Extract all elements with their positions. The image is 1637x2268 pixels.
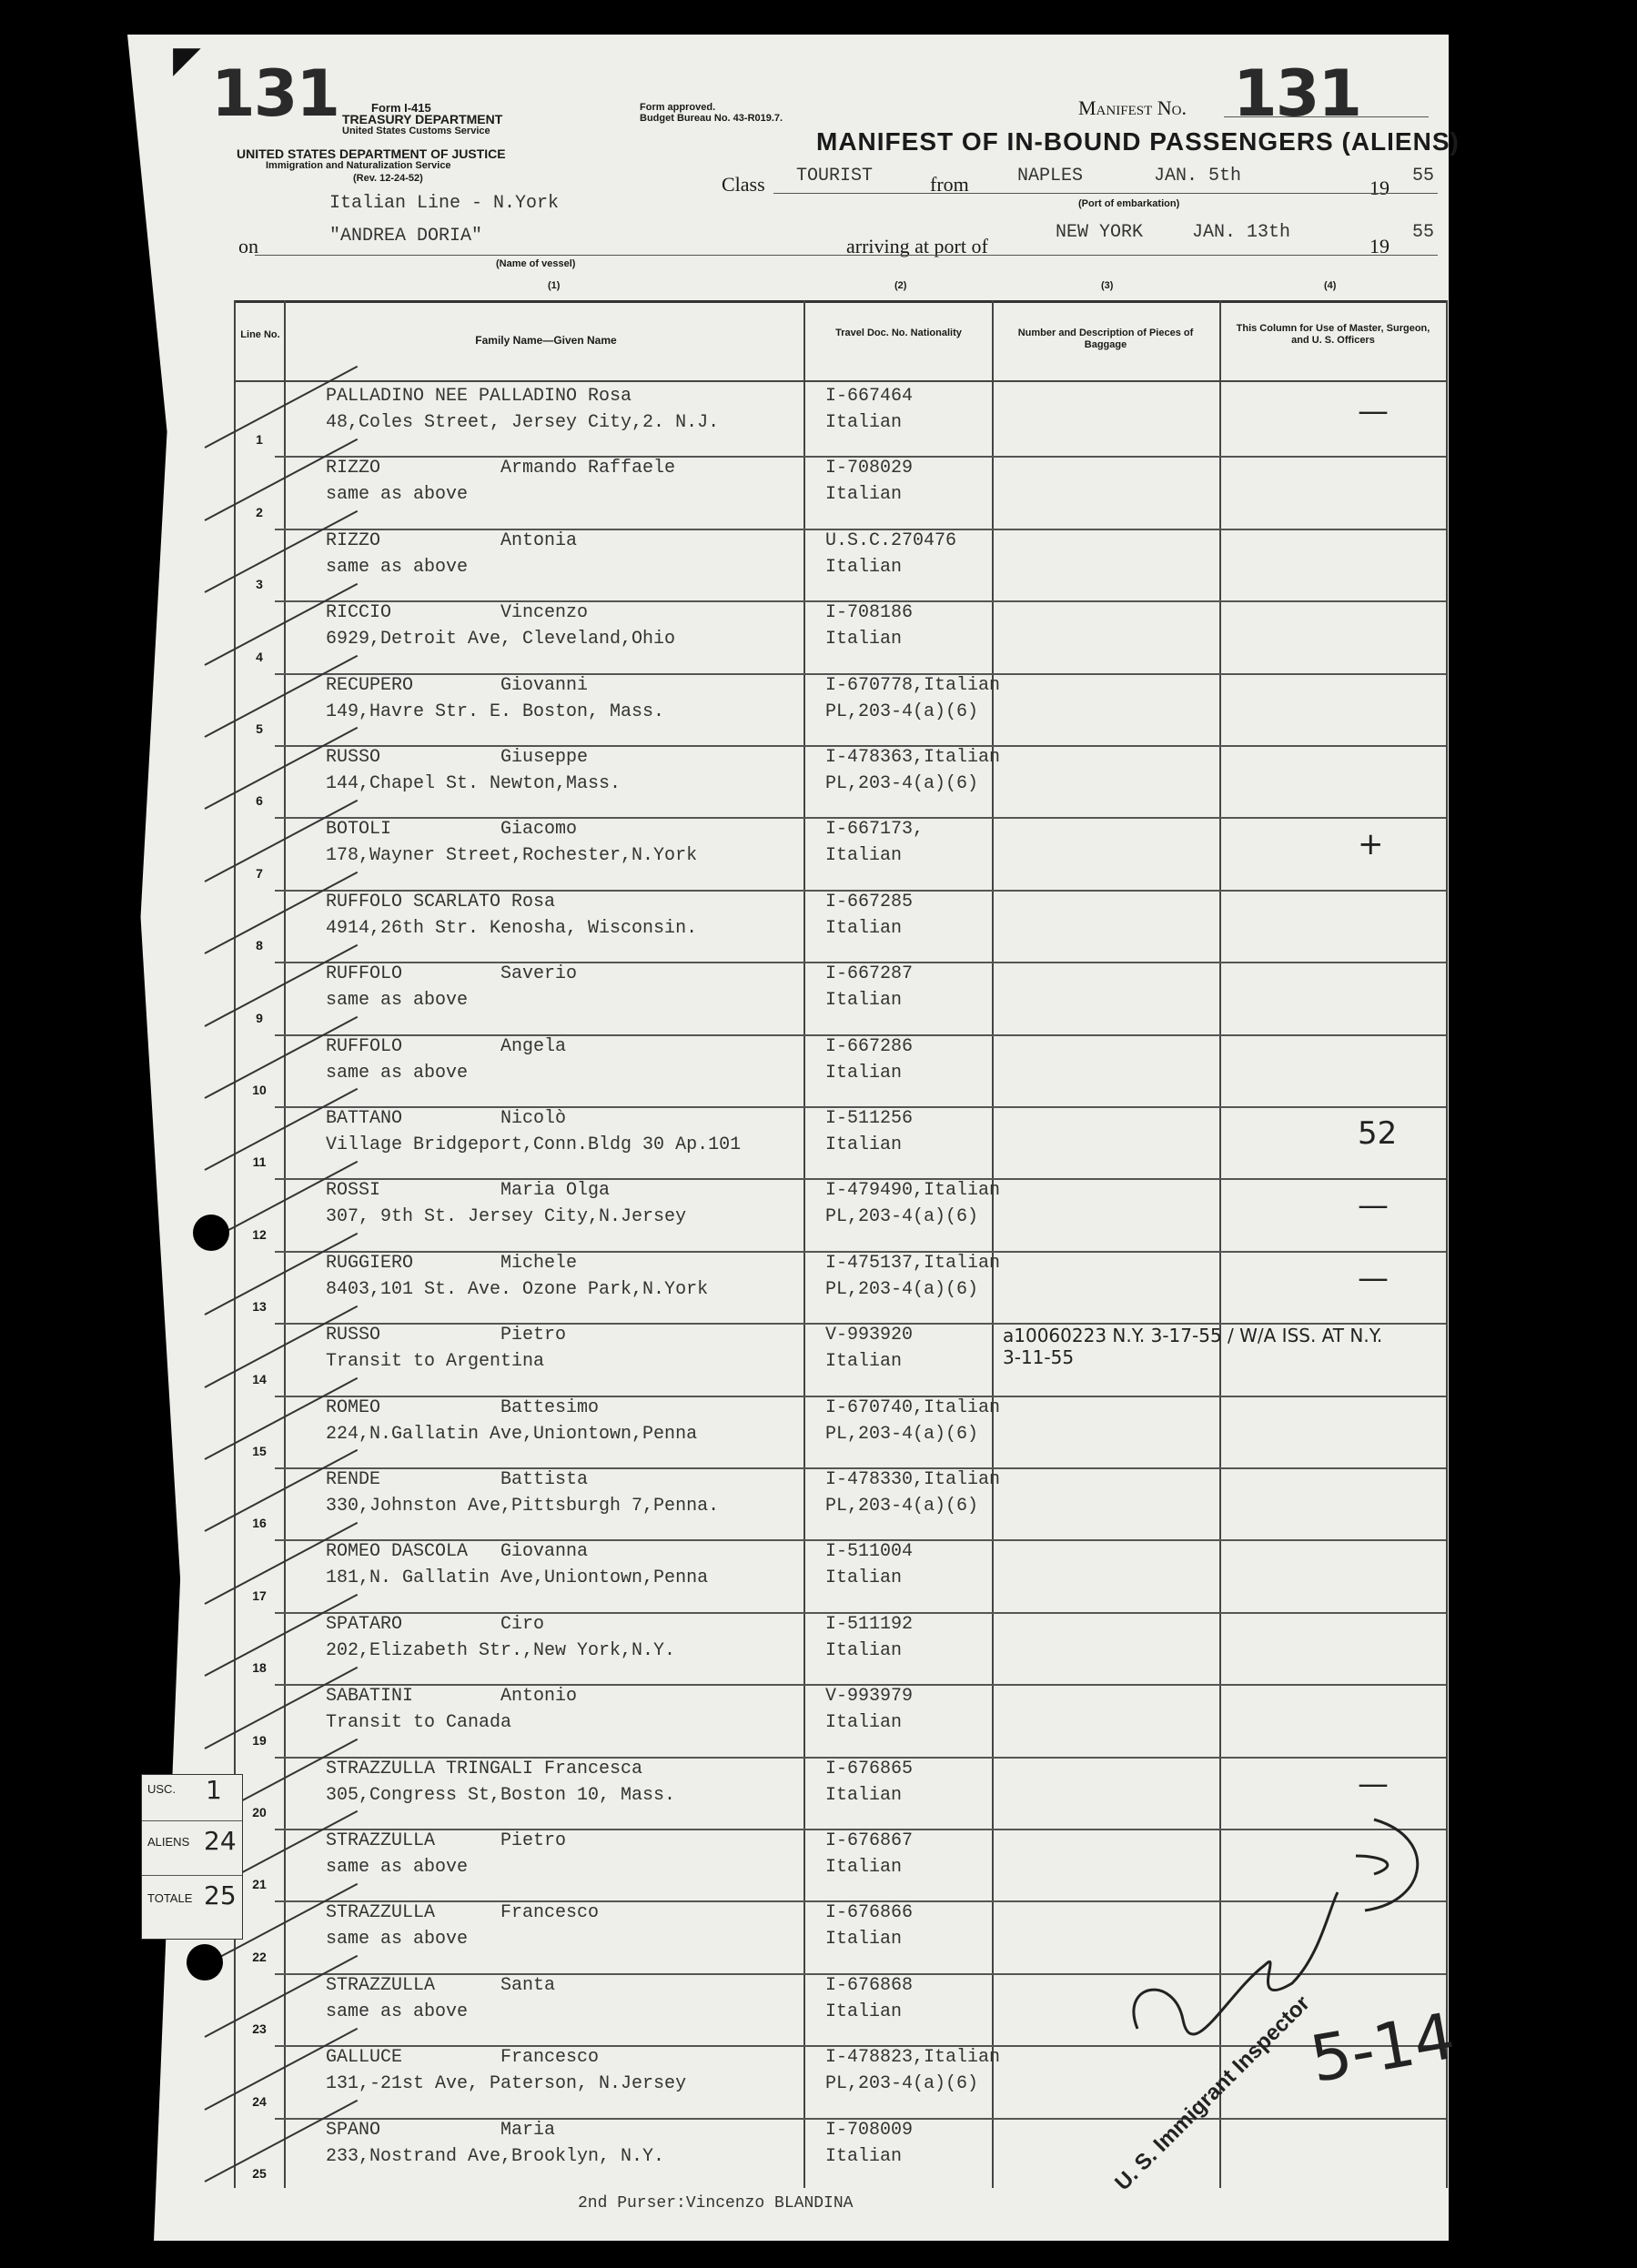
customs-service: United States Customs Service bbox=[342, 126, 490, 136]
passenger-address: 8403,101 St. Ave. Ozone Park,N.York bbox=[326, 1278, 709, 1300]
col-baggage: Number and Description of Pieces of Baggage bbox=[1017, 328, 1194, 350]
line-number: 20 bbox=[252, 1804, 267, 1819]
manifest-no-label: Manifest No. bbox=[1078, 96, 1187, 119]
line-number: 5 bbox=[256, 721, 263, 736]
passenger-address: 202,Elizabeth Str.,New York,N.Y. bbox=[326, 1639, 676, 1661]
nationality: Italian bbox=[825, 1929, 903, 1950]
passenger-name: RICCIO Vincenzo bbox=[326, 602, 589, 624]
passenger-address: 233,Nostrand Ave,Brooklyn, N.Y. bbox=[326, 2145, 665, 2167]
year-prefix-2: 19 bbox=[1369, 235, 1389, 257]
nationality: PL,203-4(a)(6) bbox=[825, 2073, 979, 2095]
line-number: 21 bbox=[252, 1877, 267, 1892]
travel-doc-number: I-667464 bbox=[825, 386, 914, 407]
passenger-name: BATTANO Nicolò bbox=[326, 1108, 567, 1129]
row-divider bbox=[275, 600, 1446, 602]
justice-dept: UNITED STATES DEPARTMENT OF JUSTICE bbox=[237, 146, 506, 161]
passenger-name: RUFFOLO SCARLATO Rosa bbox=[326, 891, 556, 912]
table-row bbox=[252, 1684, 1446, 1756]
passenger-address: Village Bridgeport,Conn.Bldg 30 Ap.101 bbox=[326, 1134, 742, 1155]
passenger-name: ROMEO Battesimo bbox=[326, 1396, 600, 1418]
table-row bbox=[256, 962, 1446, 1033]
col-officers: This Column for Use of Master, Surgeon, and U. S. Officers bbox=[1236, 323, 1430, 346]
passenger-name: SPATARO Ciro bbox=[326, 1613, 545, 1635]
passenger-name: SABATINI Antonio bbox=[326, 1686, 578, 1708]
line-number: 15 bbox=[252, 1443, 267, 1458]
table-row bbox=[256, 456, 1446, 528]
passenger-name: STRAZZULLA Pietro bbox=[326, 1830, 567, 1851]
nationality: Italian bbox=[825, 1062, 903, 1084]
passenger-name: RUFFOLO Angela bbox=[326, 1035, 567, 1057]
passenger-name: SPANO Maria bbox=[326, 2119, 556, 2141]
inspector-stamp: U. S. Immigrant Inspector bbox=[1110, 1991, 1315, 2196]
arriving-label: arriving at port of bbox=[846, 235, 988, 257]
passenger-address: same as above bbox=[326, 990, 469, 1012]
row-divider bbox=[275, 456, 1446, 458]
line-number: 16 bbox=[252, 1516, 267, 1531]
row-divider bbox=[275, 817, 1446, 819]
line-number: 9 bbox=[256, 1010, 263, 1025]
vessel-name-label: (Name of vessel) bbox=[496, 258, 576, 269]
line-number: 18 bbox=[252, 1660, 267, 1676]
passenger-address: same as above bbox=[326, 1857, 469, 1878]
line-number: 3 bbox=[256, 577, 263, 592]
row-divider bbox=[275, 890, 1446, 892]
manifest-number: 131 bbox=[1233, 56, 1361, 131]
travel-doc-number: I-667173, bbox=[825, 819, 925, 841]
col-doc: Travel Doc. No. Nationality bbox=[835, 328, 962, 338]
nationality: Italian bbox=[825, 917, 903, 939]
row-divider bbox=[275, 962, 1446, 963]
table-row bbox=[252, 1034, 1446, 1106]
row-divider bbox=[275, 745, 1446, 747]
table-row bbox=[252, 1467, 1446, 1539]
nationality: PL,203-4(a)(6) bbox=[825, 1278, 979, 1300]
on-label: on bbox=[238, 235, 258, 257]
line-number: 13 bbox=[252, 1299, 267, 1315]
row-divider bbox=[275, 1251, 1446, 1253]
table-row bbox=[256, 745, 1446, 817]
passenger-name: RUFFOLO Saverio bbox=[326, 963, 578, 985]
line-number: 1 bbox=[256, 432, 263, 448]
embark-port-label: (Port of embarkation) bbox=[1078, 198, 1180, 209]
line-number: 11 bbox=[252, 1154, 267, 1170]
row-divider bbox=[275, 1757, 1446, 1759]
travel-doc-number: I-708029 bbox=[825, 458, 914, 479]
line-number: 19 bbox=[252, 1732, 267, 1748]
row-divider bbox=[275, 1684, 1446, 1686]
passenger-name: BOTOLI Giacomo bbox=[326, 819, 578, 841]
table-row bbox=[256, 673, 1446, 745]
officer-note: 52 bbox=[1358, 1115, 1398, 1152]
col-name: Family Name—Given Name bbox=[475, 334, 617, 347]
passenger-address: same as above bbox=[326, 2001, 469, 2022]
passenger-name: PALLADINO NEE PALLADINO Rosa bbox=[326, 386, 632, 407]
passenger-address: 131,-21st Ave, Paterson, N.Jersey bbox=[326, 2073, 687, 2095]
passenger-name: ROMEO DASCOLA Giovanna bbox=[326, 1541, 589, 1563]
row-divider bbox=[275, 1539, 1446, 1541]
passenger-address: 149,Havre Str. E. Boston, Mass. bbox=[326, 701, 665, 722]
table-row bbox=[256, 384, 1446, 456]
embark-port: NAPLES bbox=[1017, 166, 1084, 186]
row-divider bbox=[275, 1612, 1446, 1614]
passenger-name: RUSSO Giuseppe bbox=[326, 747, 589, 768]
passenger-address: 4914,26th Str. Kenosha, Wisconsin. bbox=[326, 917, 698, 939]
officer-note: — bbox=[1358, 1765, 1389, 1802]
travel-doc-number: I-475137,Italian bbox=[825, 1252, 1001, 1274]
col-num-2: (2) bbox=[894, 280, 907, 291]
row-divider bbox=[275, 1178, 1446, 1180]
nationality: Italian bbox=[825, 1567, 903, 1589]
passenger-address: same as above bbox=[326, 1929, 469, 1950]
nationality: Italian bbox=[825, 484, 903, 506]
passenger-address: Transit to Canada bbox=[326, 1712, 512, 1734]
nationality: Italian bbox=[825, 629, 903, 650]
line-number: 6 bbox=[256, 793, 263, 809]
manifest-title: MANIFEST OF IN-BOUND PASSENGERS (ALIENS) bbox=[816, 127, 1460, 156]
nationality: Italian bbox=[825, 845, 903, 867]
officer-note: — bbox=[1358, 393, 1389, 429]
embark-year: 55 bbox=[1412, 166, 1435, 186]
nationality: Italian bbox=[825, 990, 903, 1012]
class-value: TOURIST bbox=[796, 166, 874, 186]
col-line-no: Line No. bbox=[240, 329, 280, 340]
row-divider bbox=[275, 1106, 1446, 1108]
officer-note: a10060223 N.Y. 3-17-55 / W/A ISS. AT N.Y. 3-11-55 bbox=[1003, 1325, 1383, 1369]
table-row bbox=[252, 1106, 1446, 1178]
nationality: Italian bbox=[825, 1712, 903, 1734]
aliens-count: 24 bbox=[204, 1826, 237, 1856]
arrival-date: JAN. 13th bbox=[1192, 222, 1291, 243]
passenger-name: STRAZZULLA TRINGALI Francesca bbox=[326, 1758, 643, 1779]
passenger-address: same as above bbox=[326, 484, 469, 506]
ins-label: Immigration and Naturalization Service bbox=[266, 160, 451, 171]
arrival-year: 55 bbox=[1412, 222, 1435, 243]
line-number: 24 bbox=[252, 2093, 267, 2109]
passenger-address: 48,Coles Street, Jersey City,2. N.J. bbox=[326, 412, 720, 433]
travel-doc-number: I-670740,Italian bbox=[825, 1396, 1001, 1418]
passenger-address: 307, 9th St. Jersey City,N.Jersey bbox=[326, 1206, 687, 1228]
passenger-name: RIZZO Armando Raffaele bbox=[326, 458, 676, 479]
travel-doc-number: I-676866 bbox=[825, 1902, 914, 1924]
from-label: from bbox=[930, 173, 969, 196]
passenger-name: STRAZZULLA Santa bbox=[326, 1974, 556, 1996]
punch-hole bbox=[187, 1944, 223, 1981]
table-row bbox=[252, 1396, 1446, 1467]
line-number: 8 bbox=[256, 938, 263, 953]
passenger-name: ROSSI Maria Olga bbox=[326, 1180, 611, 1202]
travel-doc-number: I-478823,Italian bbox=[825, 2047, 1001, 2069]
revision-date: (Rev. 12-24-52) bbox=[353, 173, 423, 184]
travel-doc-number: I-667287 bbox=[825, 963, 914, 985]
travel-doc-number: V-993979 bbox=[825, 1686, 914, 1708]
row-divider bbox=[275, 1467, 1446, 1469]
nationality: Italian bbox=[825, 1639, 903, 1661]
officer-note: + bbox=[1358, 826, 1384, 863]
passenger-name: RENDE Battista bbox=[326, 1469, 589, 1490]
travel-doc-number: V-993920 bbox=[825, 1325, 914, 1346]
passenger-address: same as above bbox=[326, 556, 469, 578]
nationality: Italian bbox=[825, 2145, 903, 2167]
form-approved: Form approved. bbox=[640, 102, 716, 113]
line-number: 22 bbox=[252, 1949, 267, 1964]
line-number: 23 bbox=[252, 2021, 267, 2037]
handwritten-date: 5-14 bbox=[1305, 1998, 1460, 2098]
row-divider bbox=[275, 1323, 1446, 1325]
year-prefix: 19 bbox=[1369, 176, 1389, 199]
row-divider bbox=[275, 673, 1446, 675]
budget-bureau: Budget Bureau No. 43-R019.7. bbox=[640, 113, 783, 124]
embark-date: JAN. 5th bbox=[1154, 166, 1242, 186]
form-number: Form I-415 bbox=[371, 101, 431, 115]
passenger-name: RECUPERO Giovanni bbox=[326, 674, 589, 696]
passenger-address: same as above bbox=[326, 1062, 469, 1084]
corner-mark-icon: ◤ bbox=[173, 39, 201, 80]
nationality: PL,203-4(a)(6) bbox=[825, 701, 979, 722]
passenger-address: 6929,Detroit Ave, Cleveland,Ohio bbox=[326, 629, 676, 650]
usc-count: 1 bbox=[206, 1775, 222, 1805]
nationality: Italian bbox=[825, 1857, 903, 1878]
punch-hole bbox=[193, 1215, 229, 1251]
line-number: 25 bbox=[252, 2165, 267, 2181]
nationality: Italian bbox=[825, 1134, 903, 1155]
officer-note: — bbox=[1358, 1187, 1389, 1225]
line-number: 4 bbox=[256, 649, 263, 664]
nationality: Italian bbox=[825, 2001, 903, 2022]
row-divider bbox=[275, 1034, 1446, 1036]
row-divider bbox=[275, 529, 1446, 530]
row-divider bbox=[275, 2118, 1446, 2120]
vessel-name: "ANDREA DORIA" bbox=[329, 226, 483, 247]
passenger-name: RIZZO Antonia bbox=[326, 529, 578, 551]
passenger-name: RUGGIERO Michele bbox=[326, 1252, 578, 1274]
nationality: PL,203-4(a)(6) bbox=[825, 1423, 979, 1445]
col-num-4: (4) bbox=[1324, 280, 1337, 291]
passenger-name: STRAZZULLA Francesco bbox=[326, 1902, 600, 1924]
class-label: Class bbox=[722, 173, 765, 196]
line-number: 12 bbox=[252, 1226, 267, 1242]
col-num-1: (1) bbox=[548, 280, 561, 291]
tally-box: USC. 1 ALIENS 24 TOTALE 25 bbox=[141, 1774, 243, 1940]
table-row bbox=[256, 600, 1446, 672]
travel-doc-number: I-676868 bbox=[825, 1974, 914, 1996]
table-row bbox=[252, 1251, 1446, 1323]
officer-note: — bbox=[1358, 1259, 1389, 1296]
travel-doc-number: I-667285 bbox=[825, 891, 914, 912]
passenger-address: 305,Congress St,Boston 10, Mass. bbox=[326, 1784, 676, 1806]
line-number: 10 bbox=[252, 1082, 267, 1097]
travel-doc-number: I-676865 bbox=[825, 1758, 914, 1779]
travel-doc-number: I-511192 bbox=[825, 1613, 914, 1635]
line-number: 2 bbox=[256, 504, 263, 519]
shipping-line: Italian Line - N.York bbox=[329, 193, 560, 214]
passenger-address: 178,Wayner Street,Rochester,N.York bbox=[326, 845, 698, 867]
nationality: Italian bbox=[825, 1351, 903, 1373]
travel-doc-number: I-670778,Italian bbox=[825, 674, 1001, 696]
table-row bbox=[252, 1612, 1446, 1684]
table-row bbox=[252, 2118, 1446, 2190]
table-row bbox=[256, 529, 1446, 600]
nationality: PL,203-4(a)(6) bbox=[825, 773, 979, 794]
purser-signature-line: 2nd Purser:Vincenzo BLANDINA bbox=[578, 2194, 854, 2213]
travel-doc-number: I-511256 bbox=[825, 1108, 914, 1129]
treasury-dept: TREASURY DEPARTMENT bbox=[342, 112, 503, 126]
travel-doc-number: I-708186 bbox=[825, 602, 914, 624]
table-row bbox=[256, 890, 1446, 962]
nationality: Italian bbox=[825, 412, 903, 433]
passenger-address: 224,N.Gallatin Ave,Uniontown,Penna bbox=[326, 1423, 698, 1445]
passenger-address: 144,Chapel St. Newton,Mass. bbox=[326, 773, 621, 794]
travel-doc-number: I-511004 bbox=[825, 1541, 914, 1563]
table-row bbox=[256, 817, 1446, 889]
travel-doc-number: U.S.C.270476 bbox=[825, 529, 957, 551]
total-count: 25 bbox=[204, 1880, 237, 1910]
passenger-address: Transit to Argentina bbox=[326, 1351, 545, 1373]
passenger-name: RUSSO Pietro bbox=[326, 1325, 567, 1346]
table-row bbox=[252, 1323, 1446, 1395]
travel-doc-number: I-708009 bbox=[825, 2119, 914, 2141]
line-number: 14 bbox=[252, 1371, 267, 1386]
nationality: PL,203-4(a)(6) bbox=[825, 1496, 979, 1517]
arrival-port: NEW YORK bbox=[1056, 222, 1144, 243]
table-row bbox=[252, 1178, 1446, 1250]
travel-doc-number: I-479490,Italian bbox=[825, 1180, 1001, 1202]
row-divider bbox=[275, 1396, 1446, 1397]
passenger-address: 330,Johnston Ave,Pittsburgh 7,Penna. bbox=[326, 1496, 720, 1517]
travel-doc-number: I-478363,Italian bbox=[825, 747, 1001, 768]
stamp-number-left: 131 bbox=[211, 56, 339, 131]
travel-doc-number: I-667286 bbox=[825, 1035, 914, 1057]
line-number: 7 bbox=[256, 865, 263, 881]
passenger-address: 181,N. Gallatin Ave,Uniontown,Penna bbox=[326, 1567, 709, 1589]
inspector-signature-icon bbox=[1101, 1801, 1447, 2074]
col-num-3: (3) bbox=[1101, 280, 1114, 291]
line-number: 17 bbox=[252, 1588, 267, 1603]
passenger-name: GALLUCE Francesco bbox=[326, 2047, 600, 2069]
nationality: Italian bbox=[825, 1784, 903, 1806]
nationality: Italian bbox=[825, 556, 903, 578]
table-row bbox=[252, 1539, 1446, 1611]
travel-doc-number: I-478330,Italian bbox=[825, 1469, 1001, 1490]
nationality: PL,203-4(a)(6) bbox=[825, 1206, 979, 1228]
travel-doc-number: I-676867 bbox=[825, 1830, 914, 1851]
